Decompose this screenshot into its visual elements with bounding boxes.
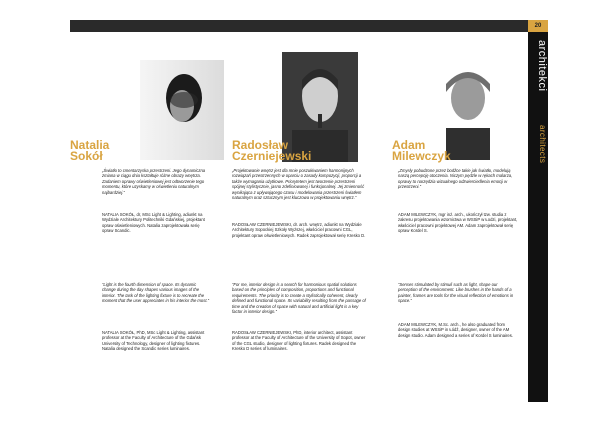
- name-radoslaw-czerniejewski: [232, 140, 311, 162]
- name-line1: Natalia: [70, 138, 110, 152]
- name-line1: Radosław: [232, 138, 289, 152]
- quote-en: “Senses stimulated by stimuli such as light, shape our perception of the environment. Like brushes in the hands of a painter, frames are tools for the visual reflection of emotions in space.”: [398, 282, 514, 304]
- bio-pl: RADOSŁAW CZERNIEJEWSKI, dr. arch. wnętrz, adiunkt na Wydziale Architektury Sopockiej Szkoły Wyższej, właściciel pracowni CGL, projektant opraw oświetleniowych. Radek zaprojektował serię Kresko D.: [232, 222, 366, 238]
- quote-pl: „Światło to cmentarzyska przestrzeni. Jego dynamiczna zmiana w ciągu dnia kształtuje różne obrazy wnętrza. Zadaniem oprawy oświetleniowej jest odtworzenie tego momentu, które uzyskamy w oświetleniu naturalnym najbardziej.”: [102, 168, 206, 195]
- quote-en: “Light is the fourth dimension of space. Its dynamic change during the day shapes various images of the interior. The task of the lighting fixture is to recreate the moment that the user appreciates in his interior the most.”: [102, 282, 210, 304]
- quote-pl: „Projektowanie wnętrz jest dla mnie poszukiwaniem harmonijnych rozwiązań przestrzennych w oparciu o zasady kompozycji, proporcji a także wymagania użytkowe. Priorytetem jest tworzenie przestrzeni spójnej stylistycznie, jasno zdefiniowanej i funkcjonalnej. Jej zmienność wynikająca z upływającego czasu i modelowania przestrzeni światłem naturalnym oraz sztucznym jest kluczowa w projektowaniu wnętrz.”: [232, 168, 365, 201]
- name-line2: Milewczyk: [392, 149, 451, 163]
- bio-en: NATALIA SOKÓŁ, PhD, MSc Light & Lighting, assistant professor at the Faculty of Architecture of the Gdańsk University of Technology, designer of lighting fixtures. Natalia designed the Scandic series luminaires.: [102, 330, 205, 352]
- quote-en: “For me, interior design is a search for harmonious spatial solutions based on the principles of composition, proportions and functional requirements. The priority is to create a stylistically coherent, clearly defined and functional space. Its variability resulting from the passage of time and the creation of space with natural and artificial light is a key factor in interior design.”: [232, 282, 366, 315]
- name-adam-milewczyk: [392, 140, 451, 162]
- sidebar-title: architekci: [536, 40, 548, 92]
- name-natalia-sokol: [70, 140, 109, 162]
- bio-pl: NATALIA SOKÓŁ, dr, MSc Light & Lighting, adiunkt na Wydziale Architektury Politechniki Gdańskiej, projektant opraw oświetleniowych. Natalia zaprojektowała serię opraw Scandic.: [102, 212, 205, 234]
- page-number: 20: [528, 20, 548, 32]
- sidebar-subtitle: architects: [538, 125, 547, 164]
- name-line2: Sokół: [70, 149, 103, 163]
- portrait-natalia-sokol: [140, 60, 224, 160]
- bio-en: RADOSŁAW CZERNIEJEWSKI, PhD, interior architect, assistant professor at the Faculty of Architecture of the University of Sopot, owner of the CGL studio, designer of lighting fixtures. Radek designed the Kresko D series of luminaires.: [232, 330, 366, 352]
- bio-pl: ADAM MILEWCZYK, mgr inż. arch., ukończył tzw. studia z zakresu projektowania wzornictwa w WSSiP w Łodzi, projektant, właściciel pracowni projektowej AM. Adam zaprojektował serię opraw Kordel S.: [398, 212, 518, 234]
- name-line2: Czerniejewski: [232, 149, 312, 163]
- quote-pl: „Zmysły pobudzone przez bodźce takie jak światło, modelują naszą percepcję otoczenia. Niczym pędzle w rękach malarza, oprawy to narzędzia wizualnego odzwierciedlenia emocji w przestrzeni.”: [398, 168, 513, 190]
- top-bar: [70, 20, 528, 32]
- name-line1: Adam: [392, 138, 426, 152]
- bio-en: ADAM MILEWCZYK, M.Sc. arch., he also graduated from design studies at WSSiP in Łódź, designer, owner of the AM design studio. Adam designed a series of Kordel S luminaires.: [398, 322, 513, 338]
